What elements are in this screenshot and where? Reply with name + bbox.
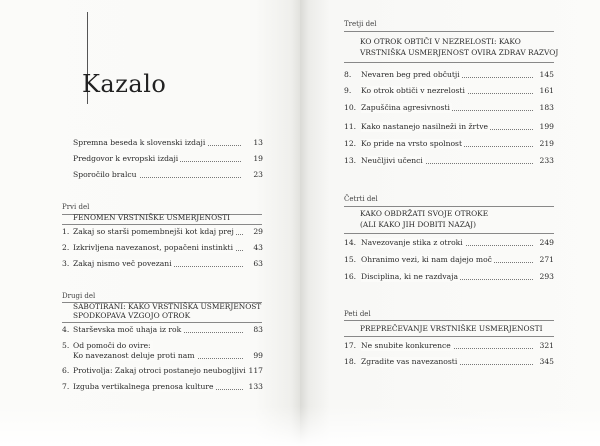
toc-entry-page: 133 (248, 382, 263, 391)
part-title-line2: VRSTNIŠKA USMERJENOST OVIRA ZDRAV RAZVOJ (360, 48, 559, 57)
toc-entry-number: 15. (344, 255, 357, 264)
toc-entry-page: 219 (539, 139, 554, 148)
toc-entry-page: 345 (539, 357, 554, 366)
toc-entry-number: 17. (344, 341, 357, 350)
toc-entry-number: 1. (62, 227, 70, 236)
toc-entry-page: 199 (539, 122, 554, 131)
right-page (300, 0, 600, 446)
toc-entry-text: Zgradite vas navezanosti (361, 357, 458, 366)
part-title: FENOMEN VRSTNIŠKE USMERJENOSTI (73, 213, 231, 222)
toc-entry-text: Neučljivi učenci (361, 156, 423, 165)
toc-entry-number: 7. (62, 382, 70, 391)
part-title-line2: (ALI KAKO JIH DOBITI NAZAJ) (360, 220, 477, 229)
toc-entry-text: Ko pride na vrsto spolnost (361, 139, 462, 148)
divider (62, 322, 262, 323)
part-title-line1: KAKO OBDRŽATI SVOJE OTROKE (360, 209, 489, 218)
toc-entry-page: 233 (539, 156, 554, 165)
toc-entry-number: 8. (344, 70, 352, 79)
page-fade (300, 406, 600, 446)
toc-entry-number: 6. (62, 366, 70, 375)
divider (344, 62, 554, 63)
toc-entry-page: 271 (539, 255, 554, 264)
part-title: PREPREČEVANJE VRSTNIŠKE USMERJENOSTI (360, 324, 543, 333)
part-label: Drugi del (62, 292, 96, 300)
toc-entry-text: Zapuščina agresivnosti (361, 103, 450, 112)
toc-entry-text: Navezovanje stika z otroki (361, 238, 463, 247)
toc-entry-page: 43 (253, 243, 263, 252)
toc-entry-text: Od pomoči do ovire: (73, 341, 151, 350)
toc-entry-page: 19 (253, 154, 263, 163)
toc-entry-text: Ne snubite konkurence (361, 341, 451, 350)
toc-entry-text: Nevaren beg pred občutji (361, 70, 460, 79)
toc-entry-page: 249 (539, 238, 554, 247)
part-label: Peti del (344, 310, 371, 318)
divider (344, 31, 554, 32)
toc-entry-number: 14. (344, 238, 357, 247)
toc-entry-page: 183 (539, 103, 554, 112)
toc-entry-page: 29 (253, 227, 263, 236)
toc-entry-text: Izguba vertikalnega prenosa kulture (73, 382, 214, 391)
toc-entry-page: 99 (253, 351, 263, 360)
toc-entry-number: 12. (344, 139, 357, 148)
toc-entry-number: 5. (62, 341, 70, 350)
toc-entry-text: Ohranimo vezi, ki nam dajejo moč (361, 255, 492, 264)
toc-entry-text: Predgovor k evropski izdaji (73, 154, 179, 163)
toc-entry-number: 16. (344, 272, 357, 281)
toc-entry-number: 4. (62, 325, 70, 334)
toc-entry-number: 11. (344, 122, 357, 131)
toc-entry-page: 117 (248, 366, 263, 375)
toc-entry-page: 23 (253, 170, 263, 179)
part-label: Četrti del (344, 195, 378, 203)
toc-entry-page: 293 (539, 272, 554, 281)
toc-entry-page: 145 (539, 70, 554, 79)
toc-entry-text: Protivolja: Zakaj otroci postanejo neubogljivi (73, 366, 246, 375)
part-label: Tretji del (344, 20, 377, 28)
toc-entry-page: 83 (253, 325, 263, 334)
toc-entry-page: 161 (539, 86, 554, 95)
toc-entry-text: Izkrivljena navezanost, popačeni instinkti (73, 243, 233, 252)
divider (344, 233, 554, 234)
page-title: Kazalo (82, 70, 167, 98)
toc-entry-page: 13 (253, 138, 263, 147)
toc-entry-text: Zakaj so starši pomembnejši kot kdaj prej (73, 227, 234, 236)
divider (344, 320, 554, 321)
toc-entry-text: Ko otrok obtiči v nezrelosti (361, 86, 465, 95)
part-title-line2: SPODKOPAVA VZGOJO OTROK (73, 311, 191, 320)
toc-entry-text: Kako nastanejo nasilneži in žrtve (361, 122, 489, 131)
toc-entry-text: Starševska moč uhaja iz rok (73, 325, 182, 334)
part-title-line1: KO OTROK OBTIČI V NEZRELOSTI: KAKO (360, 37, 521, 46)
toc-entry-text: Spremna beseda k slovenski izdaji (73, 138, 206, 147)
toc-entry-number: 18. (344, 357, 357, 366)
toc-entry-number: 13. (344, 156, 357, 165)
toc-entry (62, 341, 265, 361)
part-title-line1: SABOTIRANI: KAKO VRSTNIŠKA USMERJENOST (73, 302, 262, 311)
toc-entry-number: 3. (62, 259, 70, 268)
toc-entry-text: Zakaj nismo več povezani (73, 259, 172, 268)
part-label: Prvi del (62, 203, 90, 211)
toc-entry-page: 321 (539, 341, 554, 350)
divider (344, 206, 554, 207)
toc-entry-page: 63 (253, 259, 263, 268)
toc-entry-text: Sporočilo bralcu (73, 170, 137, 179)
toc-entry-text-line2: Ko navezanost deluje proti nam (73, 351, 195, 360)
page-fade (0, 406, 300, 446)
toc-entry-number: 9. (344, 86, 352, 95)
divider (62, 224, 262, 225)
toc-entry-number: 10. (344, 103, 357, 112)
divider (344, 336, 554, 337)
toc-entry-number: 2. (62, 243, 70, 252)
toc-entry-text: Disciplina, ki ne razdvaja (361, 272, 459, 281)
